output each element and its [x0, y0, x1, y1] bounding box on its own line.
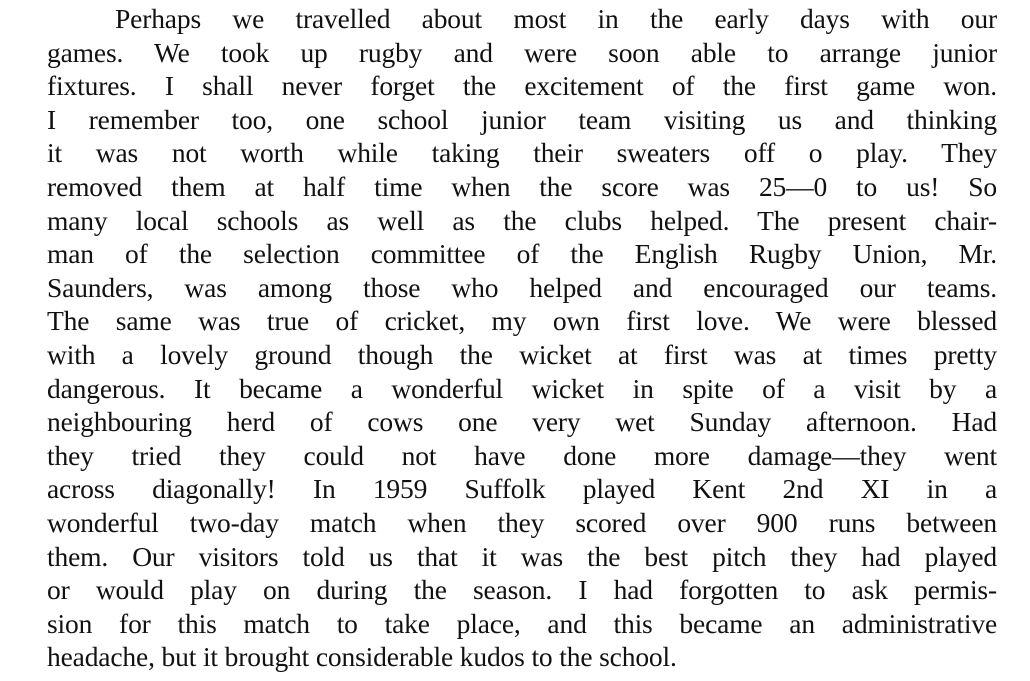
text-line: them. Our visitors told us that it was the best pitch they had played [47, 540, 997, 572]
text-line: headache, but it brought considerable kudos to the school. [47, 641, 677, 673]
text-line: man of the selection committee of the English Rugby Union, Mr. [47, 238, 997, 270]
text-line: wonderful two-day match when they scored over 900 runs between [47, 506, 997, 538]
text-line: neighbouring herd of cows one very wet Sunday afternoon. Had [47, 406, 997, 438]
text-line: they tried they could not have done more damage—they went [47, 439, 997, 471]
text-line: with a lovely ground though the wicket at first was at times pretty [47, 338, 997, 370]
text-line: The same was true of cricket, my own first love. We were blessed [47, 305, 997, 337]
text-line: I remember too, one school junior team visiting us and thinking [47, 103, 997, 135]
text-line: Saunders, was among those who helped and encouraged our teams. [47, 271, 997, 303]
text-line: Perhaps we travelled about most in the early days with our [115, 3, 997, 34]
body-paragraph [47, 2, 997, 674]
text-line: many local schools as well as the clubs helped. The present chair- [47, 204, 997, 236]
text-line: removed them at half time when the score was 25—0 to us! So [47, 170, 997, 202]
text-line: it was not worth while taking their sweaters off o play. They [47, 137, 997, 169]
text-line: or would play on during the season. I had forgotten to ask permis- [47, 574, 997, 606]
text-line: dangerous. It became a wonderful wicket in spite of a visit by a [47, 372, 997, 404]
text-line: across diagonally! In 1959 Suffolk played Kent 2nd XI in a [47, 473, 997, 505]
text-line: sion for this match to take place, and this became an administrative [47, 607, 997, 639]
text-line: games. We took up rugby and were soon able to arrange junior [47, 36, 997, 68]
text-line: fixtures. I shall never forget the excitement of the first game won. [47, 70, 997, 102]
